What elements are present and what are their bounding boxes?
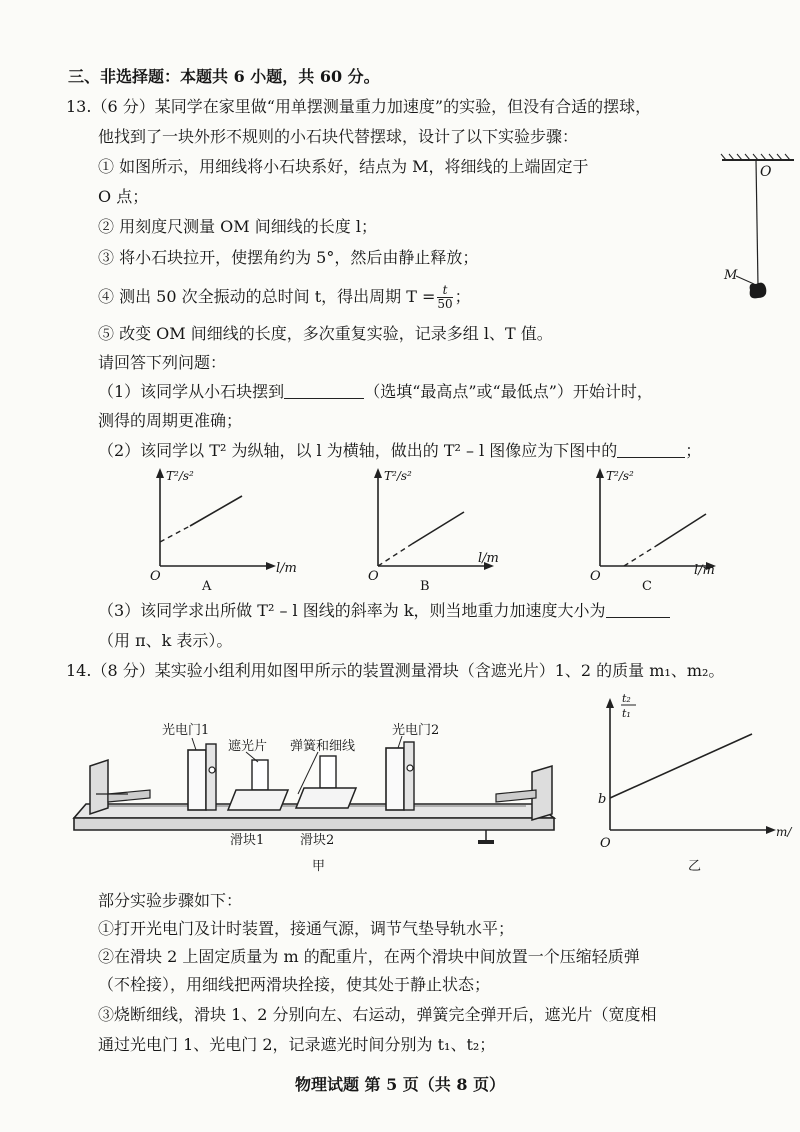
q14-step2: ②在滑块 2 上固定质量为 m 的配重片，在两个滑块中间放置一个压缩轻质弹 (98, 947, 640, 966)
q13-sub1-b: （选填“最高点”或“最低点”）开始计时， (364, 382, 653, 401)
graph-c-xlabel: l/m (694, 563, 715, 578)
apparatus-caption: 甲 (312, 859, 326, 874)
point-o-label: O (760, 164, 772, 180)
answer-blank-2[interactable] (617, 441, 685, 458)
ratio-xlabel: m/ (776, 825, 792, 839)
q13-sub2-text: （2）该同学以 T² 为纵轴，以 l 为横轴，做出的 T² – l 图像应为下图中的 (98, 441, 618, 460)
stone (750, 283, 767, 299)
q13-header: 13.（6 分）某同学在家里做“用单摆测量重力加速度”的实验，但没有合适的摆球， (66, 97, 652, 116)
intercept-label: b (598, 792, 607, 807)
answer-blank-1[interactable] (284, 382, 364, 399)
graph-c (590, 466, 770, 596)
slider2-label: 滑块2 (300, 833, 335, 848)
graph-a (150, 466, 330, 596)
q14-steps-intro: 部分实验步骤如下： (98, 891, 243, 910)
section-title: 三、非选择题：本题共 6 小题，共 60 分。 (68, 67, 380, 86)
graph-c-label: C (642, 579, 652, 594)
fraction-denominator: 50 (437, 297, 453, 311)
graph-b-xlabel: l/m (478, 551, 499, 566)
q13-sub2 (98, 440, 701, 462)
period-fraction (437, 284, 452, 311)
slider1-label: 滑块1 (230, 833, 265, 848)
q13-step1: ① 如图所示，用细线将小石块系好，结点为 M，将细线的上端固定于 (98, 157, 589, 176)
graph-a-ylabel: T²/s² (166, 469, 194, 483)
q13-sub3-cont: （用 π、k 表示）。 (98, 631, 233, 650)
answer-blank-3[interactable] (606, 601, 670, 618)
graph-b (368, 466, 548, 596)
gate1-label: 光电门1 (162, 723, 210, 738)
q13-header-cont: 他找到了一块外形不规则的小石块代替摆球，设计了以下实验步骤： (98, 127, 579, 146)
graph-c-ylabel: T²/s² (606, 469, 634, 483)
graph-a-origin: O (150, 569, 161, 584)
graph-a-label: A (202, 579, 212, 594)
q14-header: 14.（8 分）某实验小组利用如图甲所示的装置测量滑块（含遮光片）1、2 的质量 m₁、m₂。 (66, 661, 725, 680)
apparatus-figure (66, 690, 586, 880)
graph-b-origin: O (368, 569, 379, 584)
q13-step4-prefix: ④ 测出 50 次全振动的总时间 t，得出周期 T = (98, 287, 436, 306)
ratio-graph (592, 690, 792, 874)
q13-step2: ② 用刻度尺测量 OM 间细线的长度 l； (98, 217, 377, 236)
q13-sub3 (98, 600, 670, 622)
q13-step4 (98, 284, 471, 311)
q13-sub1 (98, 381, 653, 403)
ratio-caption: 乙 (688, 859, 702, 874)
ratio-den: t₁ (622, 707, 631, 720)
point-m-label: M (724, 268, 738, 283)
page-footer: 物理试题 第 5 页（共 8 页） (294, 1075, 506, 1094)
q14-step1: ①打开光电门及计时装置，接通气源，调节气垫导轨水平； (98, 919, 515, 938)
q13-step1-cont: O 点； (98, 187, 149, 206)
q13-sub3-text: （3）该同学求出所做 T² – l 图线的斜率为 k，则当地重力加速度大小为 (98, 601, 606, 620)
graph-b-ylabel: T²/s² (384, 469, 412, 483)
ratio-origin: O (600, 836, 611, 851)
q13-step4-suffix: ； (454, 287, 471, 306)
graph-c-origin: O (590, 569, 601, 584)
spring-label: 弹簧和细线 (290, 739, 356, 754)
gate2-label: 光电门2 (392, 723, 440, 738)
q13-step5: ⑤ 改变 OM 间细线的长度，多次重复实验，记录多组 l、T 值。 (98, 324, 553, 343)
q13-prompt: 请回答下列问题： (98, 353, 227, 372)
graph-a-xlabel: l/m (276, 561, 297, 576)
pendulum-figure (718, 152, 798, 312)
q13-sub2-end: ； (685, 441, 702, 460)
q14-step3: ③烧断细线，滑块 1、2 分别向左、右运动，弹簧完全弹开后，遮光片（宽度相 (98, 1005, 657, 1024)
ratio-num: t₂ (622, 692, 631, 705)
q14-step2-cont: （不栓接），用细线把两滑块拴接，使其处于静止状态； (98, 975, 491, 994)
q14-step3-cont: 通过光电门 1、光电门 2，记录遮光时间分别为 t₁、t₂； (98, 1035, 496, 1054)
shade-label: 遮光片 (228, 739, 268, 754)
graph-b-label: B (420, 579, 430, 594)
fraction-numerator: t (437, 284, 452, 298)
q13-sub1-cont: 测得的周期更准确； (98, 411, 243, 430)
q13-step3: ③ 将小石块拉开，使摆角约为 5°，然后由静止释放； (98, 248, 479, 267)
q13-sub1-a: （1）该同学从小石块摆到 (98, 382, 285, 401)
